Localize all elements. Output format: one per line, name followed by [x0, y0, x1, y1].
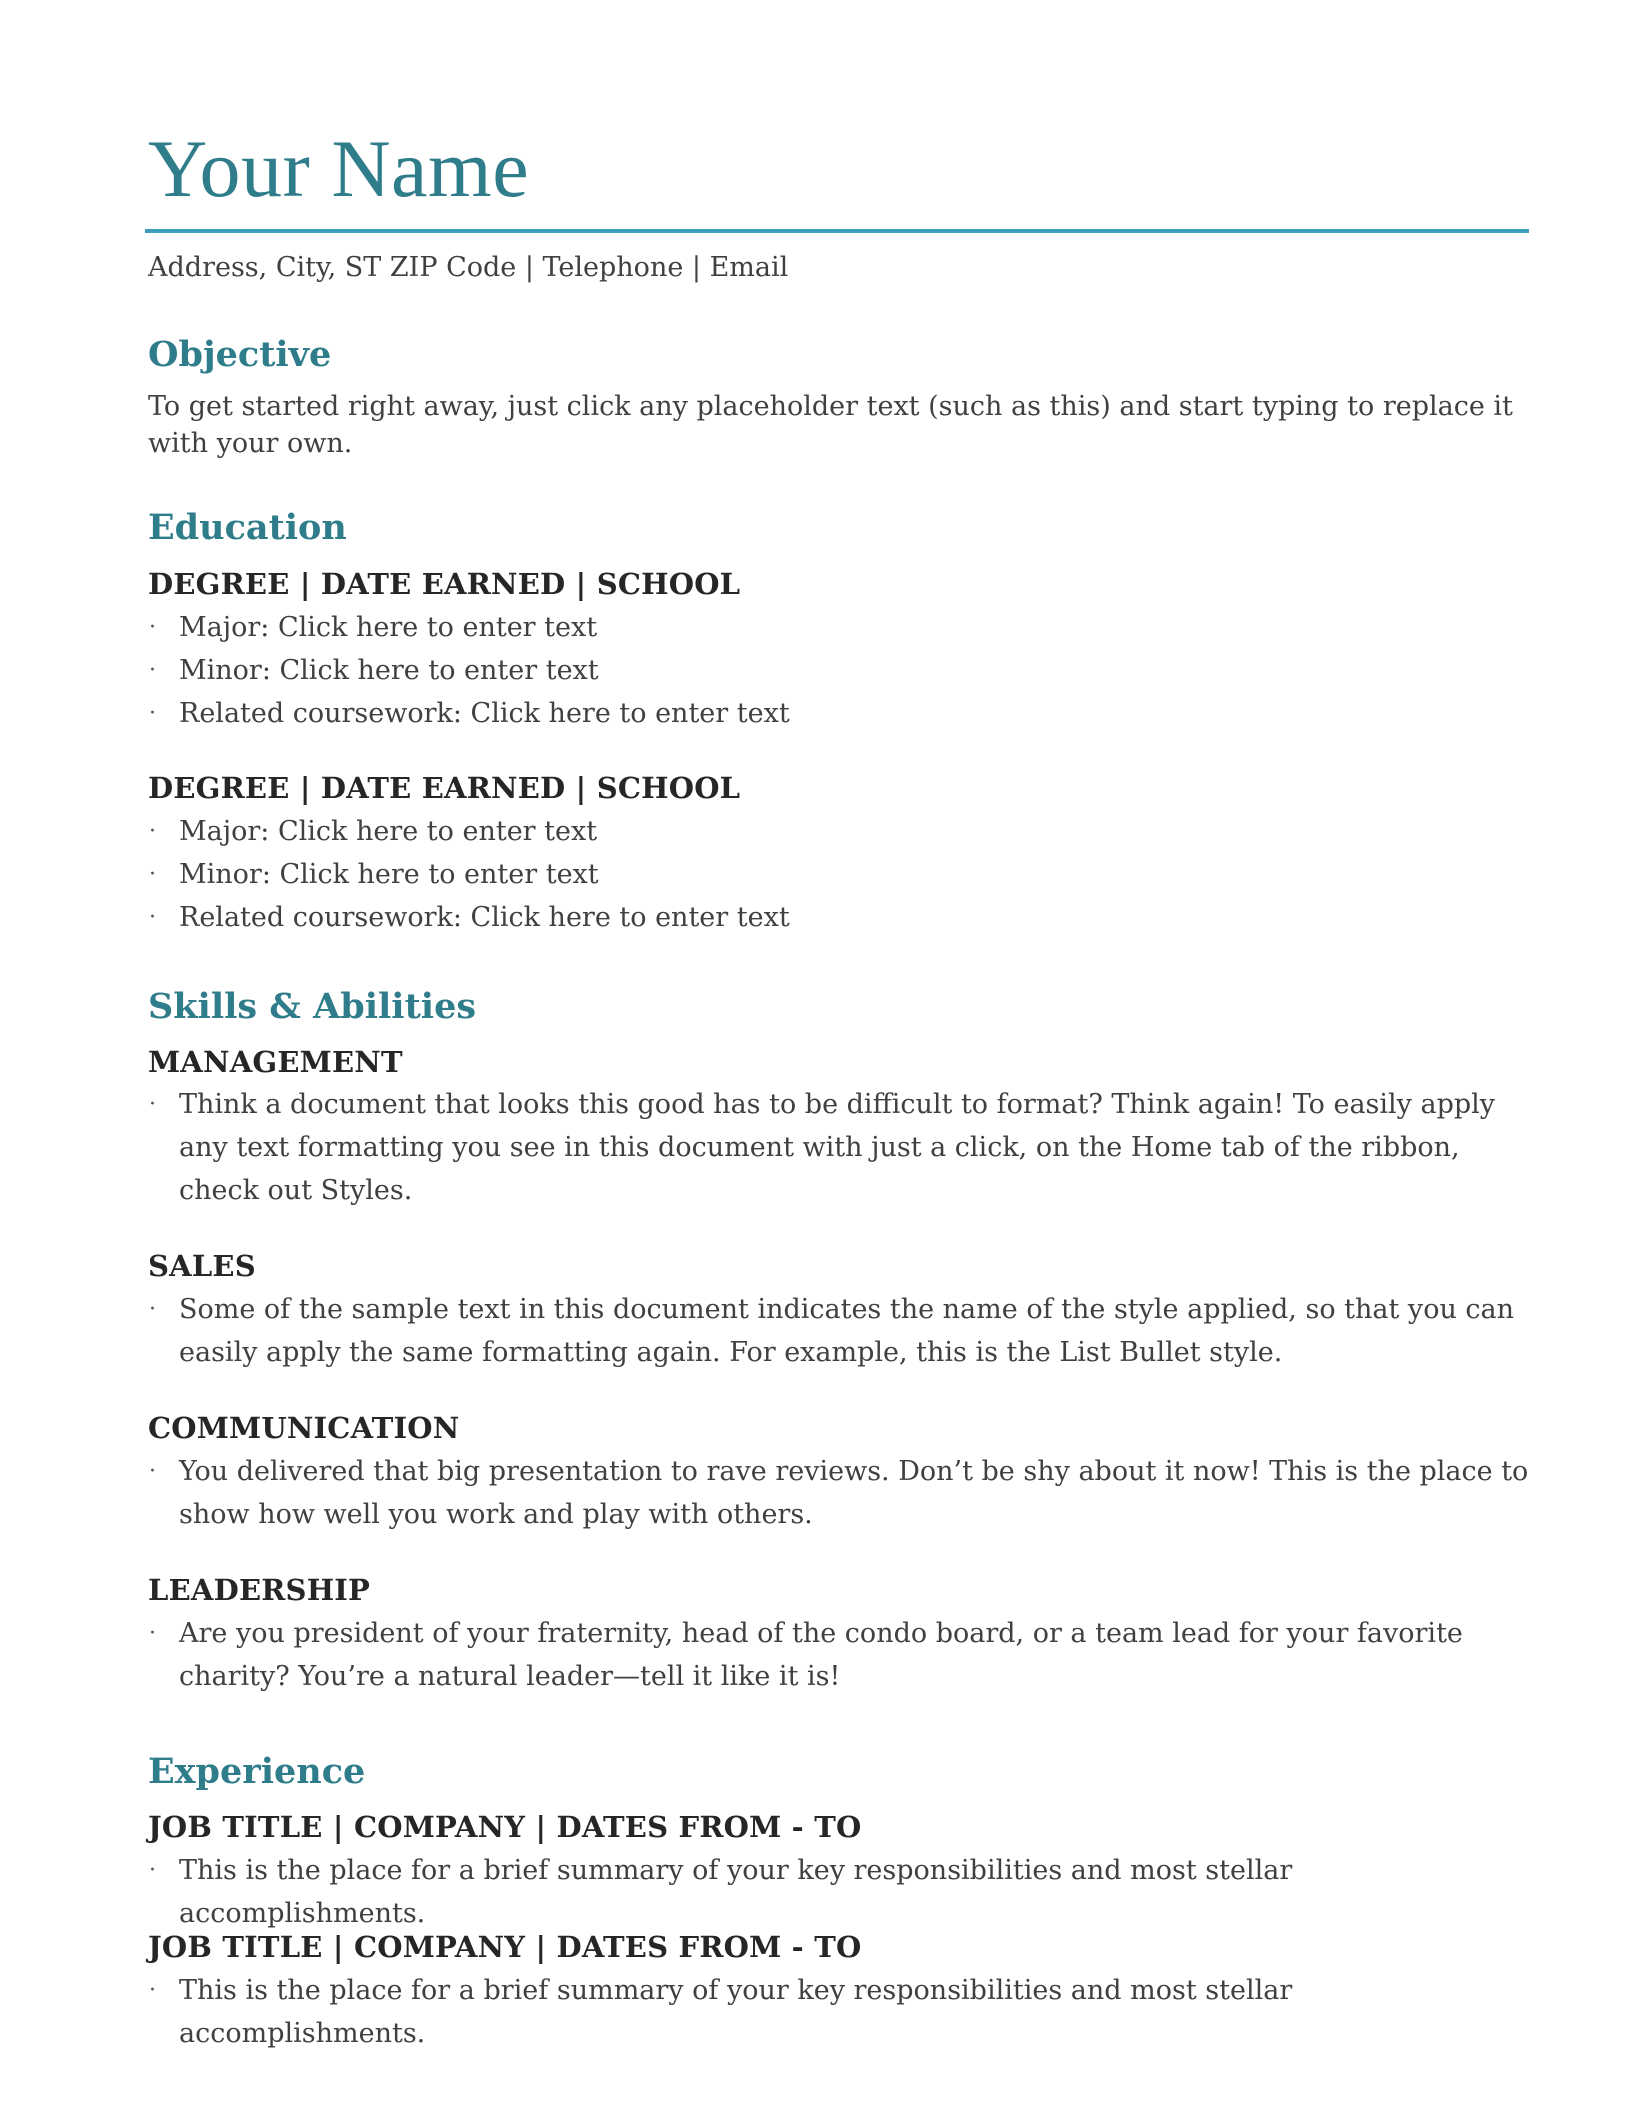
- bullet-icon: ·: [149, 1978, 156, 2003]
- experience-heading: Experience: [148, 1751, 366, 1792]
- list-item-text: This is the place for a brief summary of your key responsibilities and most stellar accomplishments.: [179, 1855, 1293, 1929]
- list-item[interactable]: [148, 606, 1530, 649]
- bullet-icon: ·: [149, 905, 156, 930]
- skill-sales-title[interactable]: SALES: [148, 1249, 256, 1283]
- experience-entry-2-title[interactable]: JOB TITLE | COMPANY | DATES FROM - TO: [148, 1930, 862, 1964]
- bullet-icon: ·: [149, 1459, 156, 1484]
- skill-communication-title[interactable]: COMMUNICATION: [148, 1411, 460, 1445]
- education-entry-1-title[interactable]: DEGREE | DATE EARNED | SCHOOL: [148, 567, 741, 601]
- bullet-icon: ·: [149, 701, 156, 726]
- skill-communication-list: [148, 1450, 1530, 1536]
- list-item[interactable]: [148, 1969, 1530, 2055]
- bullet-icon: ·: [149, 862, 156, 887]
- list-item[interactable]: [148, 810, 1530, 853]
- list-item-text: Related coursework: Click here to enter text: [179, 698, 790, 729]
- experience-entry-1-title[interactable]: JOB TITLE | COMPANY | DATES FROM - TO: [148, 1810, 862, 1844]
- skill-management-title[interactable]: MANAGEMENT: [148, 1045, 403, 1079]
- resume-name[interactable]: Your Name: [148, 123, 530, 214]
- bullet-icon: ·: [149, 615, 156, 640]
- list-item[interactable]: [148, 853, 1530, 896]
- list-item[interactable]: [148, 1083, 1530, 1212]
- bullet-icon: ·: [149, 1092, 156, 1117]
- bullet-icon: ·: [149, 1858, 156, 1883]
- contact-line[interactable]: Address, City, ST ZIP Code | Telephone | Email: [148, 252, 789, 283]
- experience-entry-2-list: [148, 1969, 1530, 2055]
- education-heading: Education: [148, 507, 347, 548]
- objective-text[interactable]: To get started right away, just click any placeholder text (such as this) and start typing to replace it with your own.: [148, 391, 1513, 459]
- experience-entry-1-list: [148, 1849, 1530, 1935]
- list-item[interactable]: [148, 692, 1530, 735]
- objective-heading: Objective: [148, 334, 332, 375]
- bullet-icon: ·: [149, 1297, 156, 1322]
- list-item-text: Minor: Click here to enter text: [179, 655, 599, 686]
- list-item-text: Related coursework: Click here to enter text: [179, 902, 790, 933]
- bullet-icon: ·: [149, 819, 156, 844]
- skills-heading: Skills & Abilities: [148, 986, 477, 1027]
- list-item-text: Are you president of your fraternity, head of the condo board, or a team lead for your favorite charity? You’re a natural leader—tell it like it is!: [179, 1618, 1463, 1692]
- education-entry-2-list: [148, 810, 1530, 939]
- list-item-text: You delivered that big presentation to rave reviews. Don’t be shy about it now! This is the place to show how well you work and play with others.: [179, 1456, 1529, 1530]
- skill-sales-list: [148, 1288, 1530, 1374]
- skill-leadership-list: [148, 1612, 1530, 1698]
- list-item-text: Minor: Click here to enter text: [179, 859, 599, 890]
- skill-management-list: [148, 1083, 1530, 1212]
- bullet-icon: ·: [149, 658, 156, 683]
- list-item[interactable]: [148, 1849, 1530, 1935]
- list-item[interactable]: [148, 1612, 1530, 1698]
- list-item-text: Think a document that looks this good has to be difficult to format? Think again! To easily apply any text formatting you see in this document with just a click, on the Home tab of the ribbon, check out Styles.: [179, 1089, 1496, 1206]
- name-divider-line: [145, 229, 1529, 233]
- bullet-icon: ·: [149, 1621, 156, 1646]
- skill-leadership-title[interactable]: LEADERSHIP: [148, 1573, 371, 1607]
- list-item[interactable]: [148, 1288, 1530, 1374]
- list-item-text: Major: Click here to enter text: [179, 612, 598, 643]
- education-entry-2-title[interactable]: DEGREE | DATE EARNED | SCHOOL: [148, 771, 741, 805]
- list-item-text: This is the place for a brief summary of your key responsibilities and most stellar accomplishments.: [179, 1975, 1293, 2049]
- list-item[interactable]: [148, 649, 1530, 692]
- education-entry-1-list: [148, 606, 1530, 735]
- list-item[interactable]: [148, 1450, 1530, 1536]
- list-item[interactable]: [148, 896, 1530, 939]
- list-item-text: Major: Click here to enter text: [179, 816, 598, 847]
- list-item-text: Some of the sample text in this document indicates the name of the style applied, so that you can easily apply the same formatting again. For example, this is the List Bullet style.: [179, 1294, 1515, 1368]
